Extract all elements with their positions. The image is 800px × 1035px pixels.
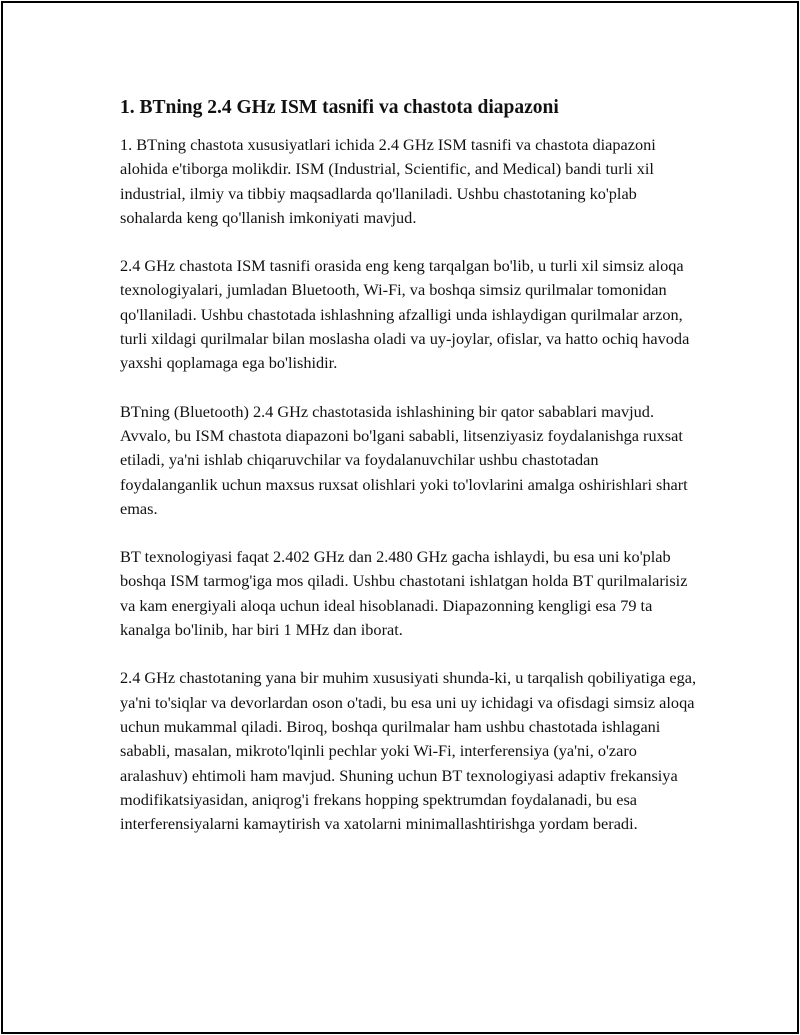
paragraph-4: BT texnologiyasi faqat 2.402 GHz dan 2.480 GHz gacha ishlaydi, bu esa uni ko'plab boshqa ISM tarmog'iga mos qiladi. Ushbu chastotani ishlatgan holda BT qurilmalarisiz va kam energiyali aloqa uchun ideal hisoblanadi. Diapazonning kengligi esa 79 ta kanalga bo'linib, har biri 1 MHz dan iborat. [120, 547, 688, 640]
paragraph-2: 2.4 GHz chastota ISM tasnifi orasida eng keng tarqalgan bo'lib, u turli xil simsiz aloqa texnologiyalari, jumladan Bluetooth, Wi-Fi, va boshqa simsiz qurilmalar tomonidan qo'llaniladi. Ushbu chastotada ishlashning afzalligi unda ishlaydigan qurilmalar arzon, turli xildagi qurilmalar bilan moslasha oladi va uy-joylar, ofislar, va hatto ochiq havoda yaxshi qoplamaga ega bo'lishidir. [120, 256, 690, 373]
document-content [120, 95, 700, 860]
paragraph-5: 2.4 GHz chastotaning yana bir muhim xususiyati shunda-ki, u tarqalish qobiliyatiga ega, ya'ni to'siqlar va devorlardan oson o'tadi, bu esa uni uy ichidagi va ofisdagi simsiz aloqa uchun mukammal qiladi. Biroq, boshqa qurilmalar ham ushbu chastotada ishlagani sababli, masalan, mikroto'lqinli pechlar yoki Wi-Fi, interferensiya (ya'ni, o'zaro aralashuv) ehtimoli ham mavjud. Shuning uchun BT texnologiyasi adaptiv frekansiya modifikatsiyasidan, aniqrog'i frekans hopping spektrumdan foydalanadi, bu esa interferensiyalarni kamaytirish va xatolarni minimallashtirishga yordam beradi. [120, 668, 697, 834]
paragraph-1: 1. BTning chastota xususiyatlari ichida 2.4 GHz ISM tasnifi va chastota diapazoni alohida e'tiborga molikdir. ISM (Industrial, Scientific, and Medical) bandi turli xil industrial, ilmiy va tibbiy maqsadlarda qo'llaniladi. Ushbu chastotaning ko'plab sohalarda keng qo'llanish imkoniyati mavjud. [120, 135, 656, 227]
section-heading: 1. BTning 2.4 GHz ISM tasnifi va chastota diapazoni [120, 97, 559, 118]
document-page [1, 1, 799, 1034]
paragraph-3: BTning (Bluetooth) 2.4 GHz chastotasida ishlashining bir qator sabablari mavjud. Avvalo, bu ISM chastota diapazoni bo'lgani sababli, litsenziyasiz foydalanishga ruxsat etiladi, ya'ni ishlab chiqaruvchilar va foydalanuvchilar ushbu chastotadan foydalanganlik uchun maxsus ruxsat olishlari yoki to'lovlarini amalga oshirishlari shart emas. [120, 401, 688, 518]
